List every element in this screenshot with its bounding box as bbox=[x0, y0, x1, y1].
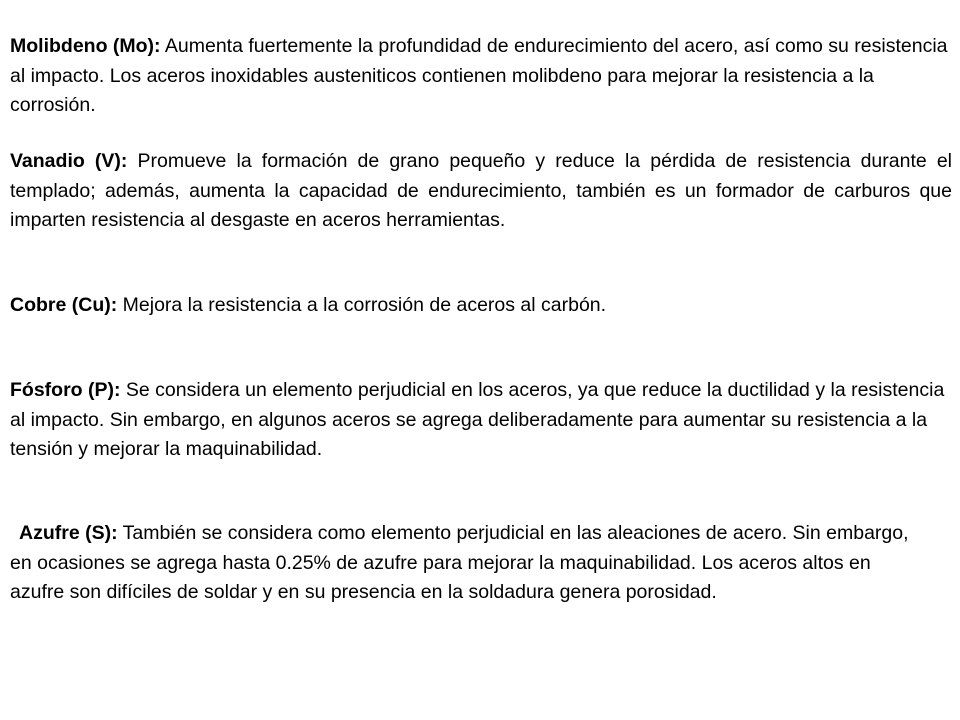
paragraph-azufre bbox=[10, 519, 930, 608]
term-fosforo: Fósforo (P): bbox=[10, 379, 121, 401]
text-molibdeno: Aumenta fuertemente la profundidad de endurecimiento del acero, así como su resistencia al impacto. Los aceros inoxidables austeniticos contienen molibdeno para mejorar la resistencia a la corrosión. bbox=[10, 35, 948, 116]
paragraph-fosforo bbox=[10, 376, 952, 465]
text-azufre: También se considera como elemento perjudicial en las aleaciones de acero. Sin embargo, en ocasiones se agrega hasta 0.25% de azufre para mejorar la maquinabilidad. Los aceros altos en azufre son difíciles de soldar y en su presencia en la soldadura genera porosidad. bbox=[10, 522, 909, 603]
term-cobre: Cobre (Cu): bbox=[10, 294, 118, 316]
text-fosforo: Se considera un elemento perjudicial en los aceros, ya que reduce la ductilidad y la resistencia al impacto. Sin embargo, en algunos aceros se agrega deliberadamente para aumentar su resistencia a la tensión y mejorar la maquinabilidad. bbox=[10, 379, 945, 460]
term-azufre: Azufre (S): bbox=[19, 522, 118, 544]
paragraph-vanadio bbox=[10, 147, 952, 236]
term-vanadio: Vanadio (V): bbox=[10, 150, 128, 172]
text-cobre: Mejora la resistencia a la corrosión de aceros al carbón. bbox=[117, 294, 607, 316]
text-vanadio: Promueve la formación de grano pequeño y reduce la pérdida de resistencia durante el templado; además, aumenta la capacidad de endurecimiento, también es un formador de carburos que imparten resistencia al desgaste en aceros herramientas. bbox=[10, 150, 952, 231]
paragraph-cobre bbox=[10, 291, 952, 321]
term-molibdeno: Molibdeno (Mo): bbox=[10, 35, 161, 57]
paragraph-molibdeno bbox=[10, 32, 952, 121]
